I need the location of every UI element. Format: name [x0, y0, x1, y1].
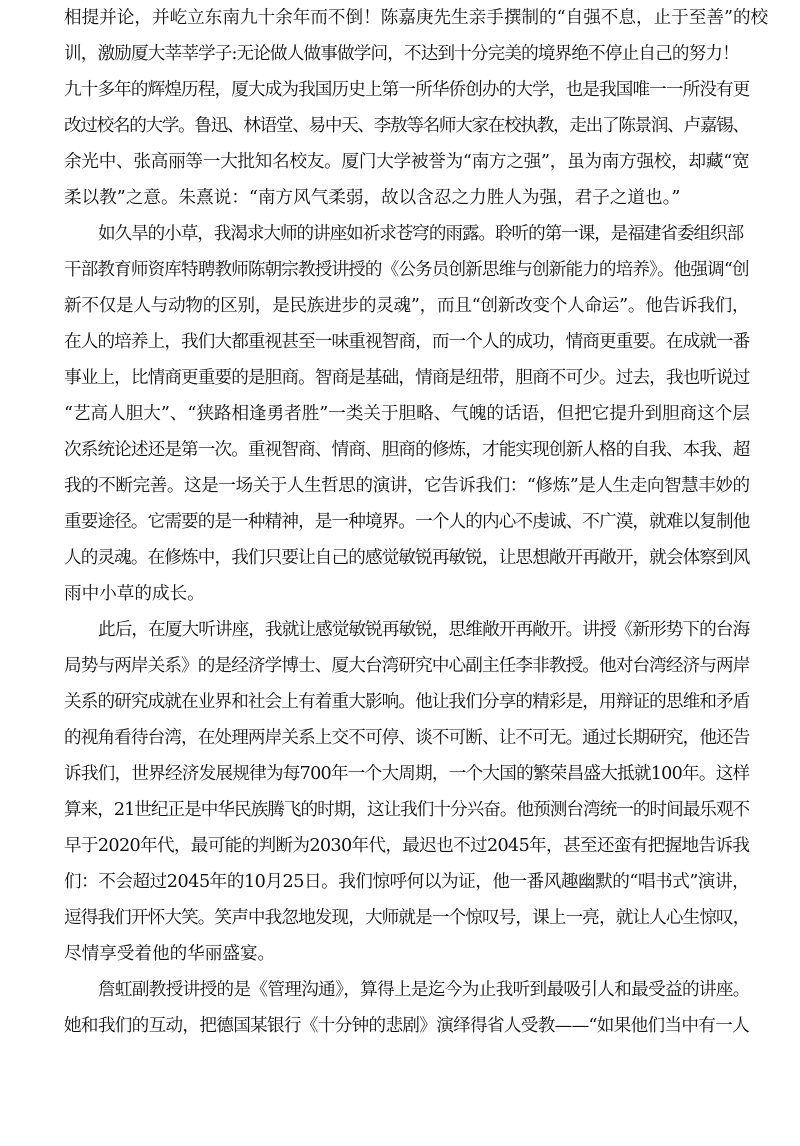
text-line: 早于2020年代，最可能的判断为2030年代，最迟也不过2045年，甚至还蛮有把握地告诉我 [64, 836, 750, 856]
text-line: 尽情享受着他的华丽盛宴。 [64, 944, 276, 964]
text-line: 训，激励厦大莘莘学子:无论做人做事做学问，不达到十分完美的境界绝不停止自己的努力！ [64, 44, 739, 64]
text-line: 们：不会超过2045年的10月25日。我们惊呼何以为证，他一番风趣幽默的“唱书式”演讲， [64, 872, 750, 892]
text-line: 九十多年的辉煌历程，厦大成为我国历史上第一所华侨创办的大学，也是我国唯一一所没有更 [64, 80, 750, 100]
text-line: 事业上，比情商更重要的是胆商。智商是基础，情商是纽带，胆商不可少。过去，我也听说过 [64, 368, 750, 388]
text-line: 人的灵魂。在修炼中，我们只要让自己的感觉敏锐再敏锐，让思想敞开再敞开，就会体察到风 [64, 548, 750, 568]
text-line: “艺高人胆大”、“狭路相逢勇者胜”一类关于胆略、气魄的话语，但把它提升到胆商这个层 [64, 404, 750, 424]
text-line: 我的不断完善。这是一场关于人生哲思的演讲，它告诉我们：“修炼”是人生走向智慧丰妙的 [64, 476, 750, 496]
text-line: 相提并论，并屹立东南九十余年而不倒！陈嘉庚先生亲手撰制的“自强不息，止于至善”的校 [64, 8, 769, 28]
text-line: 雨中小草的成长。 [64, 584, 205, 604]
paragraph-first-line: 詹虹副教授讲授的是《管理沟通》，算得上是迄今为止我听到最吸引人和最受益的讲座。 [98, 980, 750, 1000]
text-line: 余光中、张高丽等一大批知名校友。厦门大学被誉为“南方之强”，虽为南方强校，却藏“宽 [64, 152, 750, 172]
text-line: 干部教育师资库特聘教师陈朝宗教授讲授的《公务员创新思维与创新能力的培养》。他强调“创 [64, 260, 749, 280]
text-line: 诉我们，世界经济发展规律为每700年一个大周期，一个大国的繁荣昌盛大抵就100年。这样 [64, 764, 750, 784]
text-line: 柔以教”之意。朱熹说：“南方风气柔弱，故以含忍之力胜人为强，君子之道也。” [64, 188, 681, 208]
text-line: 新不仅是人与动物的区别，是民族进步的灵魂”，而且“创新改变个人命运”。他告诉我们， [64, 296, 750, 316]
text-line: 关系的研究成就在业界和社会上有着重大影响。他让我们分享的精彩是，用辩证的思维和矛盾 [64, 692, 750, 712]
text-line: 的视角看待台湾，在处理两岸关系上交不可停、谈不可断、让不可无。通过长期研究，他还告 [64, 728, 750, 748]
paragraph-first-line: 如久旱的小草，我渴求大师的讲座如祈求苍穹的雨露。聆听的第一课，是福建省委组织部 [98, 224, 744, 244]
text-line: 重要途径。它需要的是一种精神，是一种境界。一个人的内心不虔诚、不广漠，就难以复制他 [64, 512, 750, 532]
text-line: 逗得我们开怀大笑。笑声中我忽地发现，大师就是一个惊叹号，课上一亮，就让人心生惊叹， [64, 908, 750, 928]
text-line: 算来，21世纪正是中华民族腾飞的时期，这让我们十分兴奋。他预测台湾统一的时间最乐观不 [64, 800, 750, 820]
text-line: 次系统论述还是第一次。重视智商、情商、胆商的修炼，才能实现创新人格的自我、本我、超 [64, 440, 750, 460]
text-line: 局势与两岸关系》的是经济学博士、厦大台湾研究中心副主任李非教授。他对台湾经济与两岸 [64, 656, 750, 676]
text-line: 她和我们的互动，把德国某银行《十分钟的悲剧》演绎得省人受教——“如果他们当中有一人 [64, 1016, 750, 1036]
text-line: 在人的培养上，我们大都重视甚至一味重视智商，而一个人的成功，情商更重要。在成就一番 [64, 332, 750, 352]
paragraph-first-line: 此后，在厦大听讲座，我就让感觉敏锐再敏锐，思维敞开再敞开。讲授《新形势下的台海 [98, 620, 750, 640]
text-line: 改过校名的大学。鲁迅、林语堂、易中天、李敖等名师大家在校执教，走出了陈景润、卢嘉锡、 [64, 116, 749, 136]
